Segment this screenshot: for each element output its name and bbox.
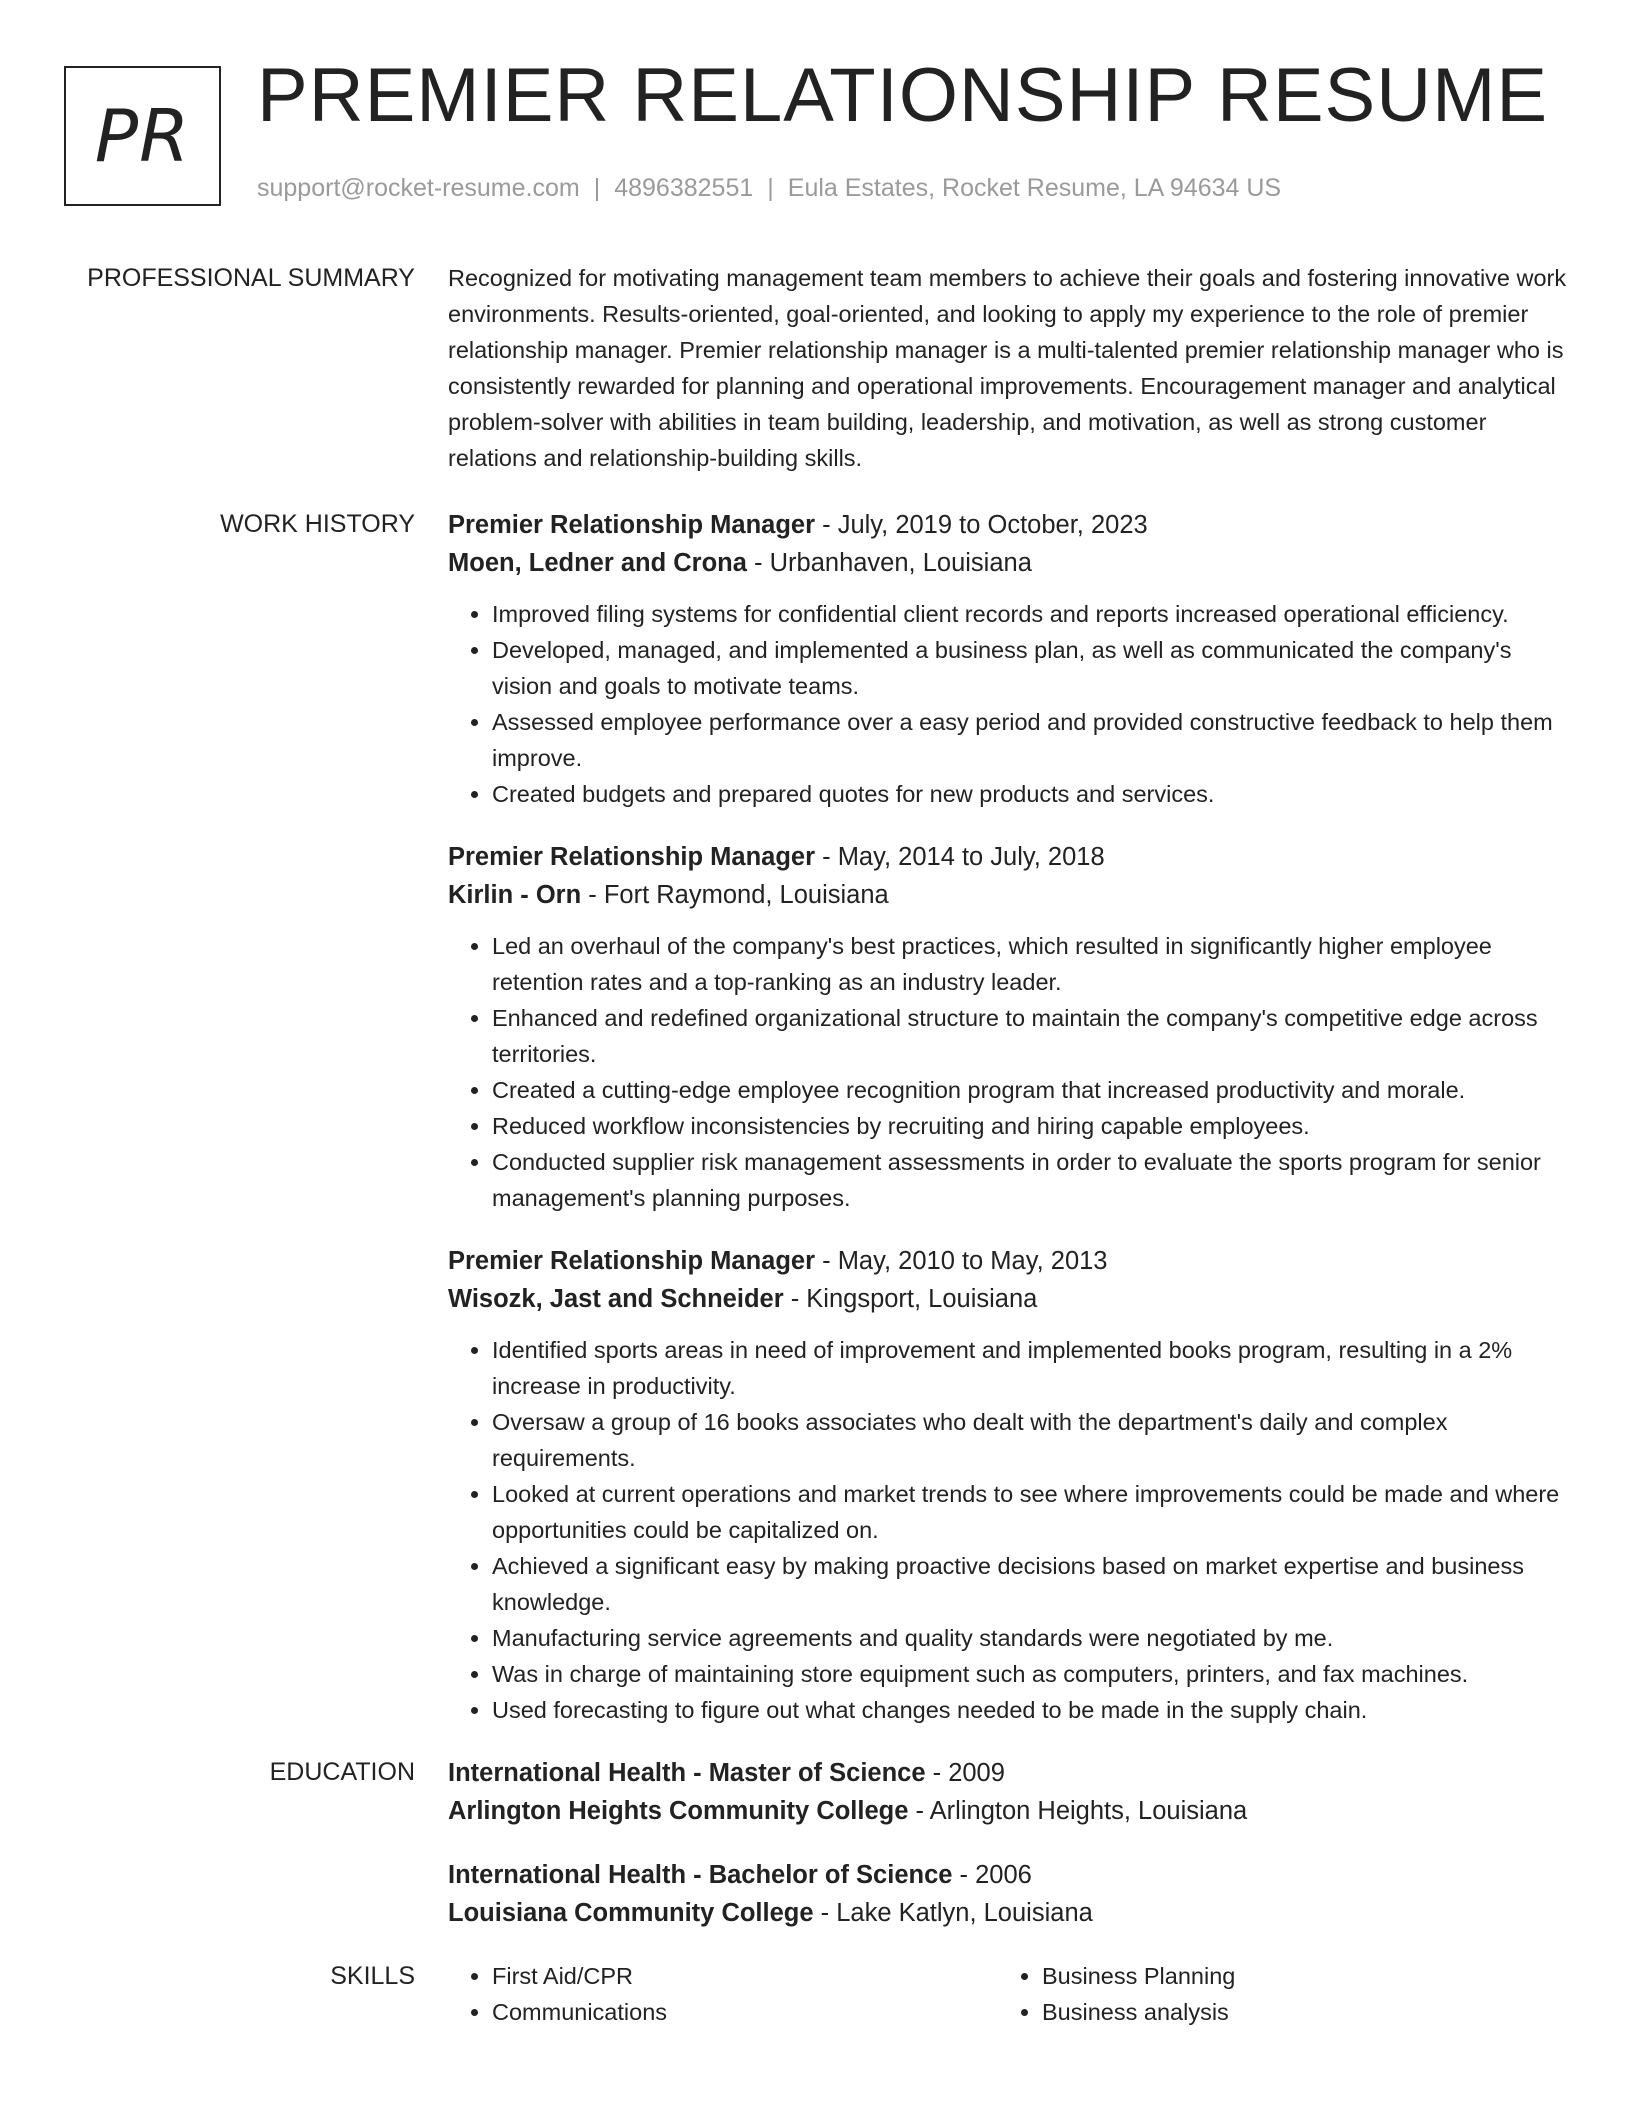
- skill-item: • Communications: [492, 1994, 1042, 2030]
- contact-separator: |: [593, 174, 601, 202]
- section-body-summary: [448, 260, 1568, 506]
- job-bullet: • Identified sports areas in need of improvement and implemented books program, resulting in a 2% increase in productivity.: [492, 1332, 1568, 1404]
- section-education: [0, 1754, 1632, 1958]
- job-role: Premier Relationship Manager: [448, 1247, 816, 1275]
- job-bullet: • Created budgets and prepared quotes for new products and services.: [492, 776, 1568, 812]
- job-bullet: • Developed, managed, and implemented a business plan, as well as communicated the company's vision and goals to motivate teams.: [492, 632, 1568, 704]
- monogram-box: [64, 66, 221, 206]
- job-company-line: [448, 1280, 1568, 1318]
- section-body-work: [448, 506, 1568, 1754]
- job-company: Wisozk, Jast and Schneider: [448, 1285, 784, 1313]
- section-title-work: WORK HISTORY: [220, 510, 415, 538]
- section-body-education: [448, 1754, 1568, 1958]
- section-summary: [0, 260, 1632, 506]
- job-title-line: [448, 506, 1568, 544]
- job-bullet: • Manufacturing service agreements and quality standards were negotiated by me.: [492, 1620, 1568, 1656]
- job-bullets: [448, 1332, 1568, 1728]
- skills-list: [448, 1958, 1568, 2030]
- education-year: - 2006: [952, 1861, 1032, 1889]
- job-bullet: • Conducted supplier risk management assessments in order to evaluate the sports program for senior management's planning purposes.: [492, 1144, 1568, 1216]
- education-location: - Lake Katlyn, Louisiana: [813, 1899, 1093, 1927]
- job-dates: - May, 2010 to May, 2013: [815, 1247, 1108, 1275]
- section-work-history: [0, 506, 1632, 1754]
- job-bullet: • Led an overhaul of the company's best practices, which resulted in significantly higher employee retention rates and a top-ranking as an industry leader.: [492, 928, 1568, 1000]
- job-bullets: [448, 596, 1568, 812]
- job-title-line: [448, 1242, 1568, 1280]
- job-role: Premier Relationship Manager: [448, 843, 816, 871]
- job-bullet: • Improved filing systems for confidential client records and reports increased operational efficiency.: [492, 596, 1568, 632]
- summary-text: Recognized for motivating management team members to achieve their goals and fostering innovative work environments. Results-oriented, goal-oriented, and looking to apply my experience to the role of premier relationship manager. Premier relationship manager is a multi-talented premier relationship manager who is consistently rewarded for planning and operational improvements. Encouragement manager and analytical problem-solver with abilities in team building, leadership, and motivation, as well as strong customer relations and relationship-building skills.: [448, 265, 1567, 471]
- contact-line: [257, 174, 1281, 203]
- job-bullet: • Reduced workflow inconsistencies by recruiting and hiring capable employees.: [492, 1108, 1568, 1144]
- education-entry: [448, 1754, 1568, 1830]
- section-body-skills: [448, 1958, 1568, 2030]
- job-bullet: • Created a cutting-edge employee recognition program that increased productivity and morale.: [492, 1072, 1568, 1108]
- education-school: Arlington Heights Community College: [448, 1797, 909, 1825]
- job-entry: [448, 506, 1568, 812]
- job-bullet: • Assessed employee performance over a easy period and provided constructive feedback to help them improve.: [492, 704, 1568, 776]
- job-company-line: [448, 876, 1568, 914]
- job-location: - Urbanhaven, Louisiana: [746, 549, 1032, 577]
- monogram-initials: PR: [94, 94, 191, 178]
- job-bullet: • Looked at current operations and market trends to see where improvements could be made and where opportunities could be capitalized on.: [492, 1476, 1568, 1548]
- section-title-education: EDUCATION: [269, 1758, 415, 1786]
- job-entry: [448, 1242, 1568, 1728]
- job-title-line: [448, 838, 1568, 876]
- education-degree: International Health - Bachelor of Science: [448, 1861, 953, 1889]
- education-year: - 2009: [925, 1759, 1005, 1787]
- education-school-line: [448, 1792, 1568, 1830]
- job-bullet: • Was in charge of maintaining store equipment such as computers, printers, and fax machines.: [492, 1656, 1568, 1692]
- job-location: - Kingsport, Louisiana: [783, 1285, 1038, 1313]
- skill-item: • First Aid/CPR: [492, 1958, 1042, 1994]
- resume-sections: [0, 260, 1632, 2030]
- contact-address: Eula Estates, Rocket Resume, LA 94634 US: [787, 174, 1282, 202]
- education-degree-line: [448, 1856, 1568, 1894]
- section-skills: [0, 1958, 1632, 2030]
- section-title-skills: SKILLS: [330, 1962, 415, 1990]
- section-title-summary: PROFESSIONAL SUMMARY: [87, 264, 415, 292]
- job-company-line: [448, 544, 1568, 582]
- contact-email: support@rocket-resume.com: [257, 174, 580, 202]
- contact-separator: |: [767, 174, 774, 202]
- resume-title: PREMIER RELATIONSHIP RESUME: [257, 53, 1549, 138]
- job-location: - Fort Raymond, Louisiana: [581, 881, 889, 909]
- job-company: Moen, Ledner and Crona: [448, 549, 747, 577]
- education-school-line: [448, 1894, 1568, 1932]
- education-degree: International Health - Master of Science: [448, 1759, 926, 1787]
- job-role: Premier Relationship Manager: [448, 511, 816, 539]
- skill-item: • Business analysis: [1042, 1994, 1592, 2030]
- job-dates: - May, 2014 to July, 2018: [815, 843, 1105, 871]
- job-bullets: [448, 928, 1568, 1216]
- education-location: - Arlington Heights, Louisiana: [908, 1797, 1248, 1825]
- job-company: Kirlin - Orn: [448, 881, 582, 909]
- education-entry: [448, 1856, 1568, 1932]
- skill-item: • Business Planning: [1042, 1958, 1592, 1994]
- job-entry: [448, 838, 1568, 1216]
- contact-phone: 4896382551: [614, 174, 754, 202]
- job-bullet: • Enhanced and redefined organizational structure to maintain the company's competitive edge across territories.: [492, 1000, 1568, 1072]
- job-dates: - July, 2019 to October, 2023: [815, 511, 1148, 539]
- education-school: Louisiana Community College: [448, 1899, 814, 1927]
- job-bullet: • Oversaw a group of 16 books associates who dealt with the department's daily and complex requirements.: [492, 1404, 1568, 1476]
- job-bullet: • Achieved a significant easy by making proactive decisions based on market expertise and business knowledge.: [492, 1548, 1568, 1620]
- job-bullet: • Used forecasting to figure out what changes needed to be made in the supply chain.: [492, 1692, 1568, 1728]
- education-degree-line: [448, 1754, 1568, 1792]
